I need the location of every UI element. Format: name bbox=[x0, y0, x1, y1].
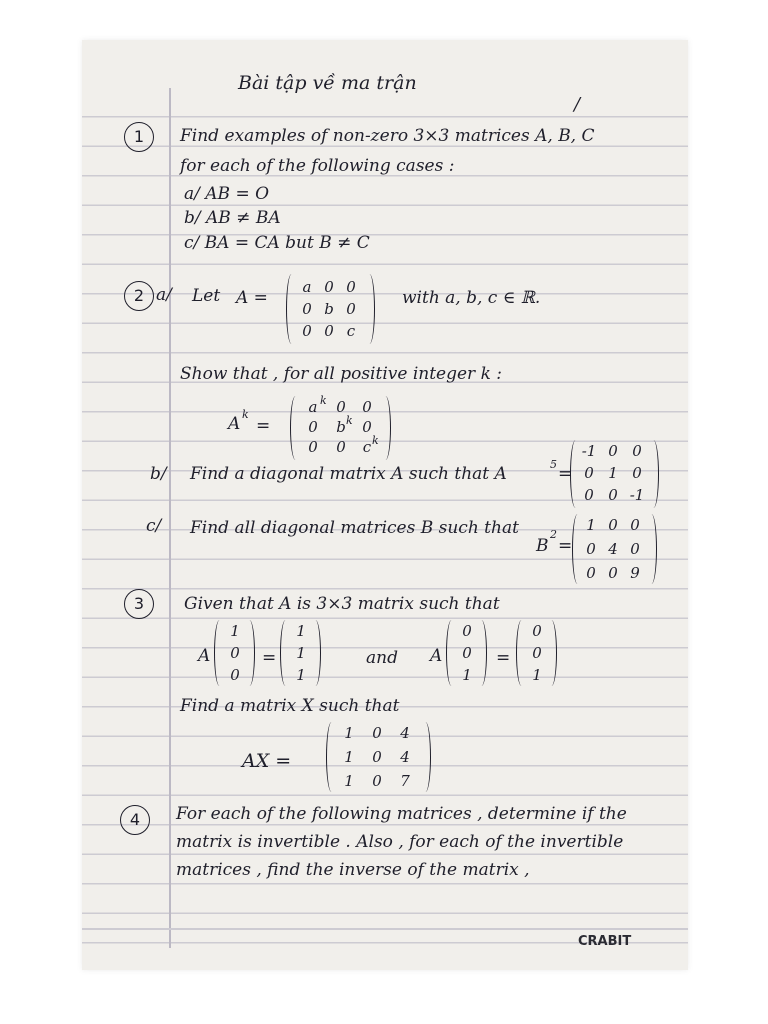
problem-3-A-2: A bbox=[430, 646, 443, 666]
problem-4-line-3: matrices , find the inverse of the matrix , bbox=[176, 860, 530, 880]
problem-2-let: Let bbox=[192, 286, 221, 306]
matrix-b-cell: 0 bbox=[632, 442, 642, 460]
matrix-c-cell: 0 bbox=[608, 516, 618, 534]
problem-3-and: and bbox=[366, 648, 398, 668]
page-title: Bài tập về ma trận bbox=[238, 72, 417, 94]
matrix-A-cell: 0 bbox=[324, 278, 334, 296]
page-bottom-line bbox=[82, 928, 688, 930]
matrix-b-cell: 0 bbox=[608, 486, 618, 504]
matrix-b-right-paren bbox=[648, 440, 659, 508]
matrix-AX-cell: 0 bbox=[372, 748, 382, 766]
matrix-AX-cell: 4 bbox=[400, 748, 410, 766]
matrix-A-right-paren bbox=[364, 274, 375, 344]
matrix-AX-cell: 4 bbox=[400, 724, 410, 742]
problem-2-part-c-exponent: 2 bbox=[550, 528, 557, 541]
problem-2-part-c-label: c/ bbox=[146, 516, 162, 536]
problem-2-equals: = bbox=[256, 416, 271, 436]
matrix-AX-cell: 0 bbox=[372, 772, 382, 790]
problem-2-part-b-label: b/ bbox=[150, 464, 167, 484]
matrix-b-cell: 1 bbox=[608, 464, 618, 482]
problem-1-line-2: for each of the following cases : bbox=[180, 156, 455, 176]
problem-2-part-b-equals: = bbox=[558, 464, 573, 484]
matrix-c-cell: 0 bbox=[608, 564, 618, 582]
matrix-Ak-cell: 0 bbox=[308, 418, 318, 436]
problem-4-number: 4 bbox=[120, 805, 150, 835]
vector-1-cell: 0 bbox=[230, 644, 240, 662]
problem-2-Ak-exponent: k bbox=[242, 408, 249, 421]
matrix-A-cell: 0 bbox=[302, 322, 312, 340]
matrix-b-cell: 0 bbox=[584, 464, 594, 482]
matrix-c-cell: 1 bbox=[586, 516, 596, 534]
matrix-b-cell: 0 bbox=[584, 486, 594, 504]
matrix-c-cell: 0 bbox=[630, 540, 640, 558]
matrix-c-cell: 9 bbox=[630, 564, 640, 582]
matrix-A-cell: b bbox=[324, 300, 334, 318]
problem-2-part-b-text: Find a diagonal matrix A such that A bbox=[190, 464, 507, 484]
matrix-AX-cell: 7 bbox=[400, 772, 410, 790]
result-2-cell: 1 bbox=[532, 666, 542, 684]
result-2-cell: 0 bbox=[532, 622, 542, 640]
problem-3-equals-1: = bbox=[262, 648, 277, 668]
matrix-A-cell: 0 bbox=[346, 300, 356, 318]
matrix-Ak-cell: 0 bbox=[336, 438, 346, 456]
matrix-Ak-exponent: k bbox=[320, 394, 327, 407]
result-1-cell: 1 bbox=[296, 622, 306, 640]
matrix-AX-left-paren bbox=[326, 722, 337, 792]
matrix-c-right-paren bbox=[646, 514, 657, 584]
matrix-A-cell: 0 bbox=[302, 300, 312, 318]
problem-2-with: with a, b, c ∈ ℝ. bbox=[402, 288, 541, 308]
brand-logo: CRABIT bbox=[578, 934, 632, 949]
matrix-c-cell: 0 bbox=[630, 516, 640, 534]
vector-1-cell: 0 bbox=[230, 666, 240, 684]
matrix-Ak-exponent: k bbox=[372, 434, 379, 447]
vector-1-cell: 1 bbox=[230, 622, 240, 640]
matrix-b-cell: -1 bbox=[629, 486, 645, 504]
matrix-c-cell: 0 bbox=[586, 564, 596, 582]
problem-3-A-1: A bbox=[198, 646, 211, 666]
vector-2-cell: 0 bbox=[462, 644, 472, 662]
margin-line bbox=[169, 88, 171, 948]
matrix-A-cell: a bbox=[302, 278, 312, 296]
matrix-A-cell: 0 bbox=[324, 322, 334, 340]
problem-1-number: 1 bbox=[124, 122, 154, 152]
matrix-Ak-cell: 0 bbox=[308, 438, 318, 456]
matrix-Ak-cell: a bbox=[308, 398, 318, 416]
matrix-Ak-cell: 0 bbox=[362, 398, 372, 416]
problem-1-line-1: Find examples of non-zero 3×3 matrices A, B, C bbox=[180, 126, 595, 146]
matrix-b-cell: -1 bbox=[581, 442, 597, 460]
matrix-Ak-cell: 0 bbox=[362, 418, 372, 436]
matrix-A-cell: 0 bbox=[346, 278, 356, 296]
matrix-AX-cell: 0 bbox=[372, 724, 382, 742]
vector-2-cell: 0 bbox=[462, 622, 472, 640]
matrix-Ak-left-paren bbox=[290, 396, 301, 460]
notebook-page bbox=[82, 40, 688, 970]
problem-2-part-c-text: Find all diagonal matrices B such that bbox=[190, 518, 519, 538]
problem-3-number: 3 bbox=[124, 589, 154, 619]
problem-1-case-a: a/ AB = O bbox=[184, 184, 270, 204]
problem-2-Ak: A bbox=[228, 414, 241, 434]
problem-2-part-a-label: a/ bbox=[156, 285, 172, 305]
problem-2-number: 2 bbox=[124, 281, 154, 311]
result-1-cell: 1 bbox=[296, 666, 306, 684]
matrix-AX-cell: 1 bbox=[344, 748, 354, 766]
problem-2-show: Show that , for all positive integer k : bbox=[180, 364, 503, 384]
matrix-c-cell: 4 bbox=[608, 540, 618, 558]
problem-2-part-c-B: B bbox=[536, 536, 549, 556]
problem-3-equals-2: = bbox=[496, 648, 511, 668]
matrix-b-cell: 0 bbox=[632, 464, 642, 482]
matrix-A-cell: c bbox=[346, 322, 356, 340]
problem-3-AX: AX = bbox=[242, 750, 292, 772]
problem-3-given: Given that A is 3×3 matrix such that bbox=[184, 594, 500, 614]
matrix-AX-right-paren bbox=[420, 722, 431, 792]
vector-2-cell: 1 bbox=[462, 666, 472, 684]
problem-1-case-c: c/ BA = CA but B ≠ C bbox=[184, 233, 370, 253]
matrix-c-cell: 0 bbox=[586, 540, 596, 558]
matrix-Ak-right-paren bbox=[380, 396, 391, 460]
matrix-Ak-cell: b bbox=[336, 418, 346, 436]
problem-2-part-c-equals: = bbox=[558, 536, 573, 556]
problem-4-line-1: For each of the following matrices , determine if the bbox=[176, 804, 627, 824]
problem-1-case-b: b/ AB ≠ BA bbox=[184, 208, 281, 228]
matrix-Ak-exponent: k bbox=[346, 414, 353, 427]
problem-2-part-b-exponent: 5 bbox=[550, 458, 557, 471]
problem-2-A-eq: A = bbox=[236, 288, 268, 308]
problem-3-find: Find a matrix X such that bbox=[180, 696, 400, 716]
result-1-cell: 1 bbox=[296, 644, 306, 662]
matrix-Ak-cell: c bbox=[362, 438, 372, 456]
matrix-Ak-cell: 0 bbox=[336, 398, 346, 416]
tick-mark: / bbox=[574, 94, 581, 115]
matrix-AX-cell: 1 bbox=[344, 724, 354, 742]
matrix-b-cell: 0 bbox=[608, 442, 618, 460]
problem-4-line-2: matrix is invertible . Also , for each of the invertible bbox=[176, 832, 624, 852]
matrix-AX-cell: 1 bbox=[344, 772, 354, 790]
result-2-cell: 0 bbox=[532, 644, 542, 662]
